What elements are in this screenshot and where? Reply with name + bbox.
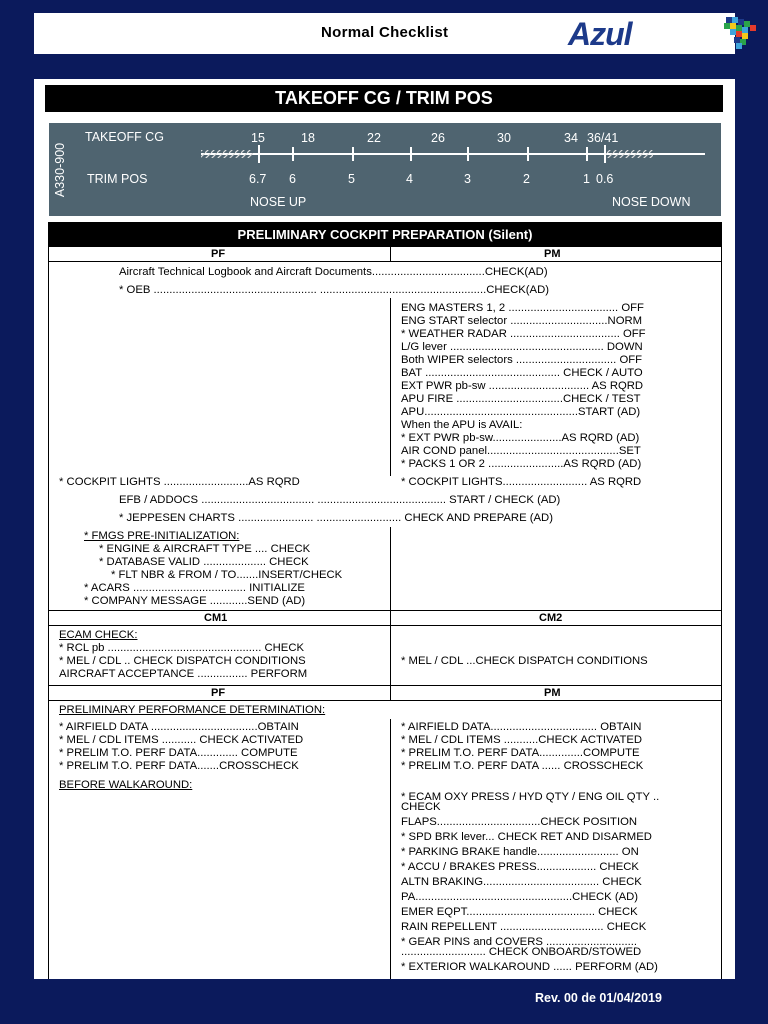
fmgs-title: * FMGS PRE-INITIALIZATION: <box>84 530 240 542</box>
ecam-item: AIRCRAFT ACCEPTANCE ................ PERFORM <box>59 668 308 680</box>
pm-item: L/G lever ................................................. DOWN <box>401 341 643 353</box>
walkaround-item: FLAPS.................................CHECK POSITION <box>401 816 638 828</box>
column-divider <box>390 527 391 689</box>
walkaround-item: RAIN REPELLENT ................................. CHECK <box>401 921 647 933</box>
walkaround-item: * ACCU / BRAKES PRESS................... CHECK <box>401 861 639 873</box>
takeoff-cg-label: TAKEOFF CG <box>85 130 164 144</box>
pm-item: * EXT PWR pb-sw......................AS RQRD (AD) <box>401 432 640 444</box>
trim-value: 6 <box>289 172 296 186</box>
walkaround-item: ........................... CHECK ONBOARD/STOWED <box>401 946 642 958</box>
fmgs-item: * DATABASE VALID .................... CHECK <box>99 556 309 568</box>
pm-header: PM <box>544 248 561 260</box>
perf-title: PRELIMINARY PERFORMANCE DETERMINATION: <box>59 704 326 716</box>
cg-value: 22 <box>367 131 381 145</box>
pm-item: When the APU is AVAIL: <box>401 419 523 431</box>
aircraft-label: A330-900 <box>53 142 68 198</box>
section-header: PRELIMINARY COCKPIT PREPARATION (Silent) <box>49 223 721 247</box>
perf-pf-item: * MEL / CDL ITEMS ........... CHECK ACTIVATED <box>59 734 304 746</box>
ecam-cm2-item: * MEL / CDL ...CHECK DISPATCH CONDITIONS <box>401 655 648 667</box>
ecam-title: ECAM CHECK: <box>59 629 138 641</box>
nose-down-label: NOSE DOWN <box>612 195 691 209</box>
walkaround-item: * GEAR PINS and COVERS ............................. <box>401 936 638 948</box>
azul-logo: Azul <box>568 16 632 52</box>
perf-pf-item: * PRELIM T.O. PERF DATA.......CROSSCHECK <box>59 760 299 772</box>
column-divider <box>390 247 391 262</box>
pm-item: * WEATHER RADAR ................................... OFF <box>401 328 646 340</box>
perf-pm-item: * MEL / CDL ITEMS ...........CHECK ACTIVATED <box>401 734 643 746</box>
perf-pf-item: * PRELIM T.O. PERF DATA............. COMPUTE <box>59 747 298 759</box>
fmgs-item: * ACARS .................................... INITIALIZE <box>84 582 305 594</box>
trim-value: 0.6 <box>596 172 614 186</box>
perf-pf-item: * AIRFIELD DATA ..................................OBTAIN <box>59 721 299 733</box>
logbook-item: Aircraft Technical Logbook and Aircraft Documents....................................CHECK(AD) <box>119 266 548 278</box>
walkaround-title: BEFORE WALKAROUND: <box>59 779 193 791</box>
pf-header: PF <box>211 687 226 699</box>
cm1-header: CM1 <box>204 612 228 624</box>
perf-pm-item: * PRELIM T.O. PERF DATA..............COMPUTE <box>401 747 640 759</box>
walkaround-item: PA..................................................CHECK (AD) <box>401 891 639 903</box>
trim-pos-label: TRIM POS <box>87 172 148 186</box>
revision-footer: Rev. 00 de 01/04/2019 <box>535 991 662 1005</box>
column-header-row <box>49 686 721 701</box>
cm2-header: CM2 <box>539 612 563 624</box>
brazil-map-icon <box>722 15 762 51</box>
checklist-table <box>48 222 722 979</box>
fmgs-item: * ENGINE & AIRCRAFT TYPE .... CHECK <box>99 543 311 555</box>
nose-up-label: NOSE UP <box>250 195 307 209</box>
perf-pm-item: * AIRFIELD DATA.................................. OBTAIN <box>401 721 642 733</box>
fmgs-item: * FLT NBR & FROM / TO.......INSERT/CHECK <box>111 569 343 581</box>
cg-value: 36/41 <box>587 131 619 145</box>
pm-item: BAT ........................................... CHECK / AUTO <box>401 367 643 379</box>
cg-value: 30 <box>497 131 511 145</box>
ecam-item: * MEL / CDL .. CHECK DISPATCH CONDITIONS <box>59 655 306 667</box>
perf-pm-item: * PRELIM T.O. PERF DATA ...... CROSSCHECK <box>401 760 644 772</box>
column-divider <box>390 686 391 701</box>
checklist-page <box>34 79 735 979</box>
pf-header: PF <box>211 248 226 260</box>
pm-item: ENG MASTERS 1, 2 ................................... OFF <box>401 302 644 314</box>
cg-value: 15 <box>251 131 265 145</box>
walkaround-item: * EXTERIOR WALKAROUND ...... PERFORM (AD) <box>401 961 658 973</box>
trim-chart <box>49 123 721 216</box>
fmgs-item: * COMPANY MESSAGE ............SEND (AD) <box>84 595 306 607</box>
trim-value: 2 <box>523 172 530 186</box>
walkaround-item: * SPD BRK lever... CHECK RET AND DISARMED <box>401 831 652 843</box>
cg-value: 26 <box>431 131 445 145</box>
efb-item: EFB / ADDOCS .................................... ......................................... START / CHECK (AD) <box>119 494 561 506</box>
walkaround-item: * PARKING BRAKE handle.......................... ON <box>401 846 639 858</box>
section-bar-title: TAKEOFF CG / TRIM POS <box>45 85 723 112</box>
oeb-item: * OEB .................................................... .....................................................CHECK(AD) <box>119 284 549 296</box>
trim-value: 3 <box>464 172 471 186</box>
pm-item: APU.................................................START (AD) <box>401 406 641 418</box>
column-divider <box>390 298 391 476</box>
cg-value: 18 <box>301 131 315 145</box>
pm-item: Both WIPER selectors ................................ OFF <box>401 354 643 366</box>
walkaround-item: CHECK <box>401 801 441 813</box>
walkaround-item: ALTN BRAKING..................................... CHECK <box>401 876 642 888</box>
walkaround-item: EMER EQPT......................................... CHECK <box>401 906 638 918</box>
pm-item: APU FIRE ..................................CHECK / TEST <box>401 393 641 405</box>
pm-item: ENG START selector ...............................NORM <box>401 315 643 327</box>
header <box>34 13 735 54</box>
column-header-row <box>49 247 721 262</box>
trim-value: 4 <box>406 172 413 186</box>
jeppesen-item: * JEPPESEN CHARTS ........................ ........................... CHECK AND PREPARE (AD) <box>119 512 553 524</box>
pm-item: AIR COND panel..........................................SET <box>401 445 641 457</box>
trim-value: 5 <box>348 172 355 186</box>
column-header-row <box>49 611 721 626</box>
checklist-title: Normal Checklist <box>321 24 449 41</box>
walkaround-item: * ECAM OXY PRESS / HYD QTY / ENG OIL QTY .. <box>401 791 660 803</box>
column-divider <box>390 719 391 979</box>
pm-item: EXT PWR pb-sw ................................ AS RQRD <box>401 380 644 392</box>
ecam-item: * RCL pb ................................................. CHECK <box>59 642 305 654</box>
cockpit-lights-pf: * COCKPIT LIGHTS ...........................AS RQRD <box>59 476 300 488</box>
trim-value: 6.7 <box>249 172 267 186</box>
cockpit-lights-pm: * COCKPIT LIGHTS........................... AS RQRD <box>401 476 642 488</box>
pm-header: PM <box>544 687 561 699</box>
pm-item: * PACKS 1 OR 2 ........................AS RQRD (AD) <box>401 458 642 470</box>
cg-value: 34 <box>564 131 578 145</box>
trim-value: 1 <box>583 172 590 186</box>
